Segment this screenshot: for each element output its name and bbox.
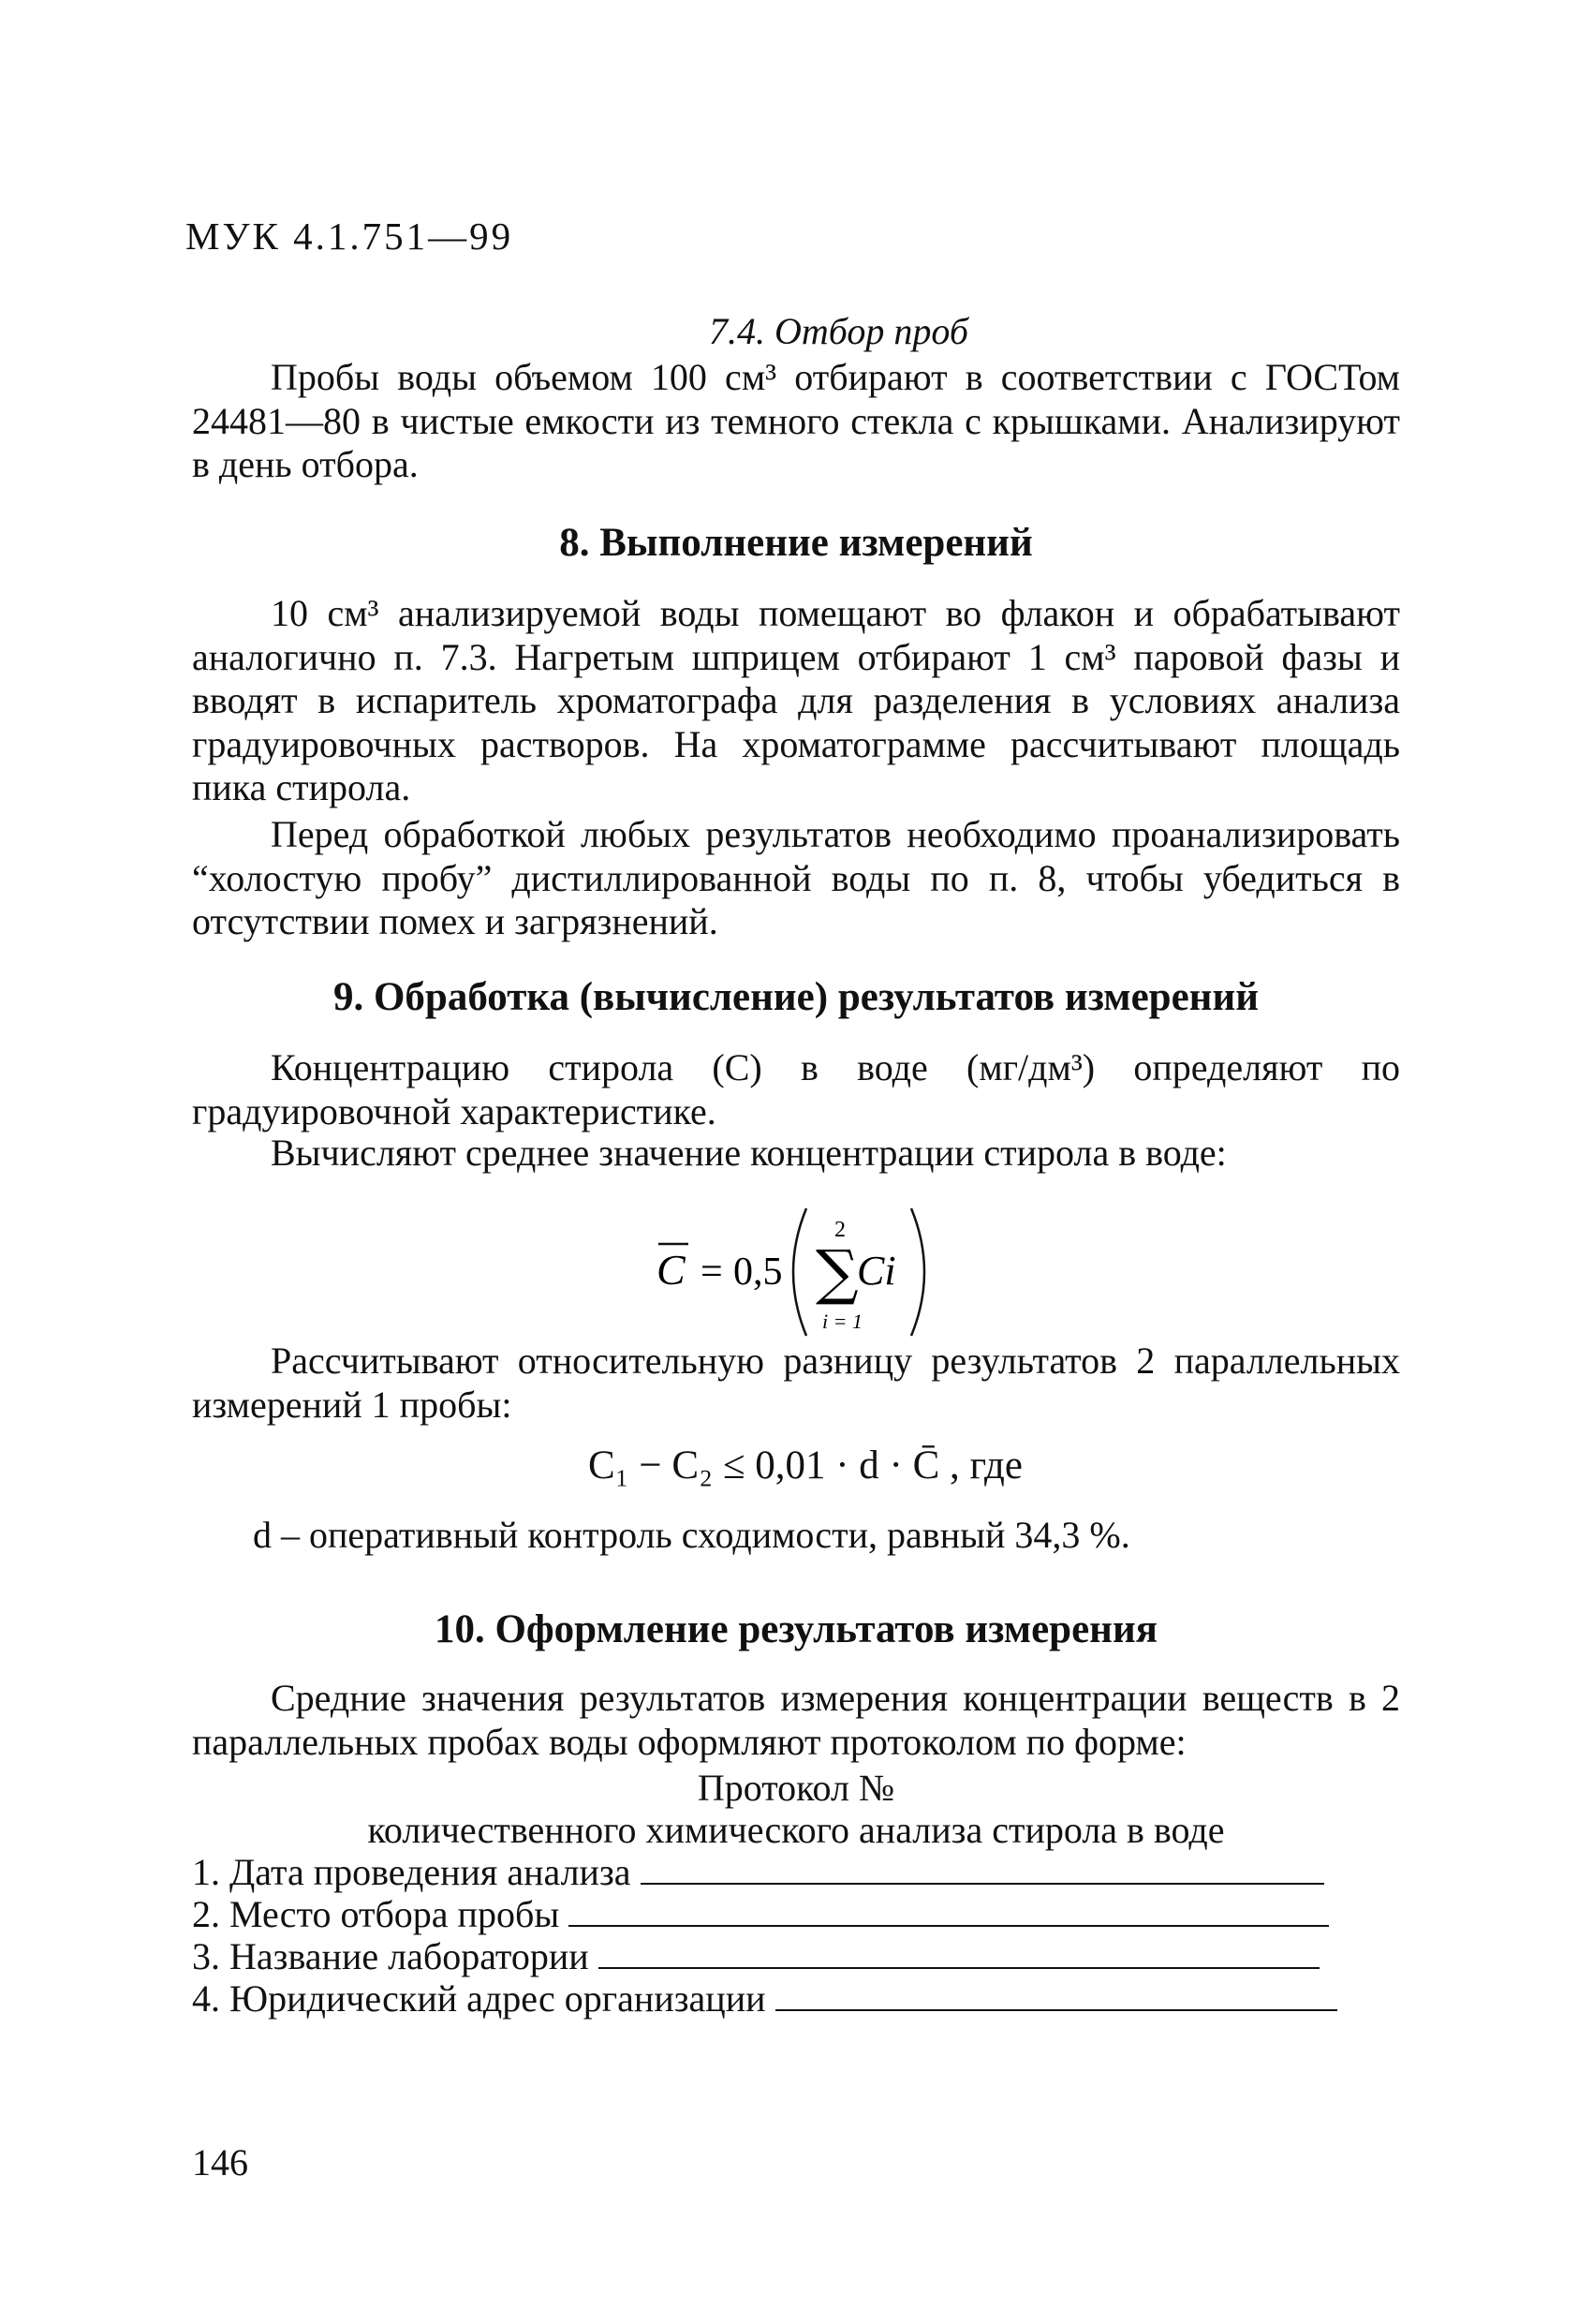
difference-formula: C₁ − C₂ ≤ 0,01 · d · C̄ , где — [588, 1443, 1023, 1488]
document-code-header: МУК 4.1.751—99 — [185, 215, 514, 258]
page-number: 146 — [192, 2141, 248, 2183]
form-blank-line — [775, 1981, 1337, 2011]
sum-upper-limit: 2 — [834, 1218, 846, 1242]
form-item-lab-name — [192, 1934, 1320, 1978]
formula-lhs: C — [656, 1246, 686, 1294]
section-10-paragraph: Средние значения результатов измерения концентрации веществ в 2 параллельных пробах воды оформляют протоколом по форме: — [192, 1677, 1400, 1763]
form-item-sampling-place — [192, 1892, 1329, 1936]
mean-concentration-formula — [640, 1188, 996, 1347]
right-paren — [911, 1208, 924, 1336]
section-10-heading: 10. Оформление результатов измерения — [434, 1607, 1158, 1651]
form-blank-line — [641, 1855, 1324, 1885]
section-7-4-title: 7.4. Отбор проб — [709, 310, 968, 352]
sum-lower-limit: i = 1 — [822, 1310, 863, 1333]
form-item-label: 1. Дата проведения анализа — [192, 1851, 631, 1893]
form-item-label: 2. Место отбора пробы — [192, 1893, 560, 1935]
formula-coefficient: 0,5 — [733, 1251, 783, 1294]
section-9-paragraph-3: Рассчитывают относительную разницу результатов 2 параллельных измерений 1 пробы: — [192, 1340, 1400, 1426]
left-paren — [793, 1208, 806, 1336]
form-item-legal-address — [192, 1976, 1337, 2021]
sum-term: Ci — [857, 1248, 896, 1294]
form-blank-line — [598, 1939, 1320, 1969]
protocol-subtitle: количественного химического анализа стирола в воде — [367, 1809, 1225, 1851]
section-7-4-paragraph: Пробы воды объемом 100 см³ отбирают в соответствии с ГОСТом 24481—80 в чистые емкости из темного стекла с крышками. Анализируют в день отбора. — [192, 356, 1400, 485]
d-definition: d – оперативный контроль сходимости, равный 34,3 %. — [253, 1514, 1130, 1556]
form-item-analysis-date — [192, 1850, 1324, 1894]
form-blank-line — [568, 1897, 1329, 1927]
section-8-heading: 8. Выполнение измерений — [559, 521, 1033, 565]
section-9-heading: 9. Обработка (вычисление) результатов измерений — [332, 975, 1260, 1019]
section-8-paragraph-1: 10 см³ анализируемой воды помещают во флакон и обрабатывают аналогично п. 7.3. Нагретым шприцем отбирают 1 см³ паровой фазы и вводят в испаритель хроматографа для разделения в условиях анализа градуировочных растворов. На хроматограмме рассчитывают площадь пика стирола. — [192, 592, 1400, 808]
protocol-title: Протокол № — [697, 1767, 895, 1809]
formula-equals: = — [701, 1251, 723, 1294]
section-9-paragraph-1: Концентрацию стирола (C) в воде (мг/дм³) определяют по градуировочной характеристике. — [192, 1046, 1400, 1132]
section-9-paragraph-2: Вычисляют среднее значение концентрации стирола в воде: — [271, 1132, 1227, 1174]
sum-symbol: ∑ — [816, 1238, 859, 1308]
section-8-paragraph-2: Перед обработкой любых результатов необходимо проанализировать “холостую пробу” дистиллированной воды по п. 8, чтобы убедиться в отсутствии помех и загрязнений. — [192, 813, 1400, 942]
form-item-label: 4. Юридический адрес организации — [192, 1977, 766, 2020]
form-item-label: 3. Название лаборатории — [192, 1935, 589, 1977]
